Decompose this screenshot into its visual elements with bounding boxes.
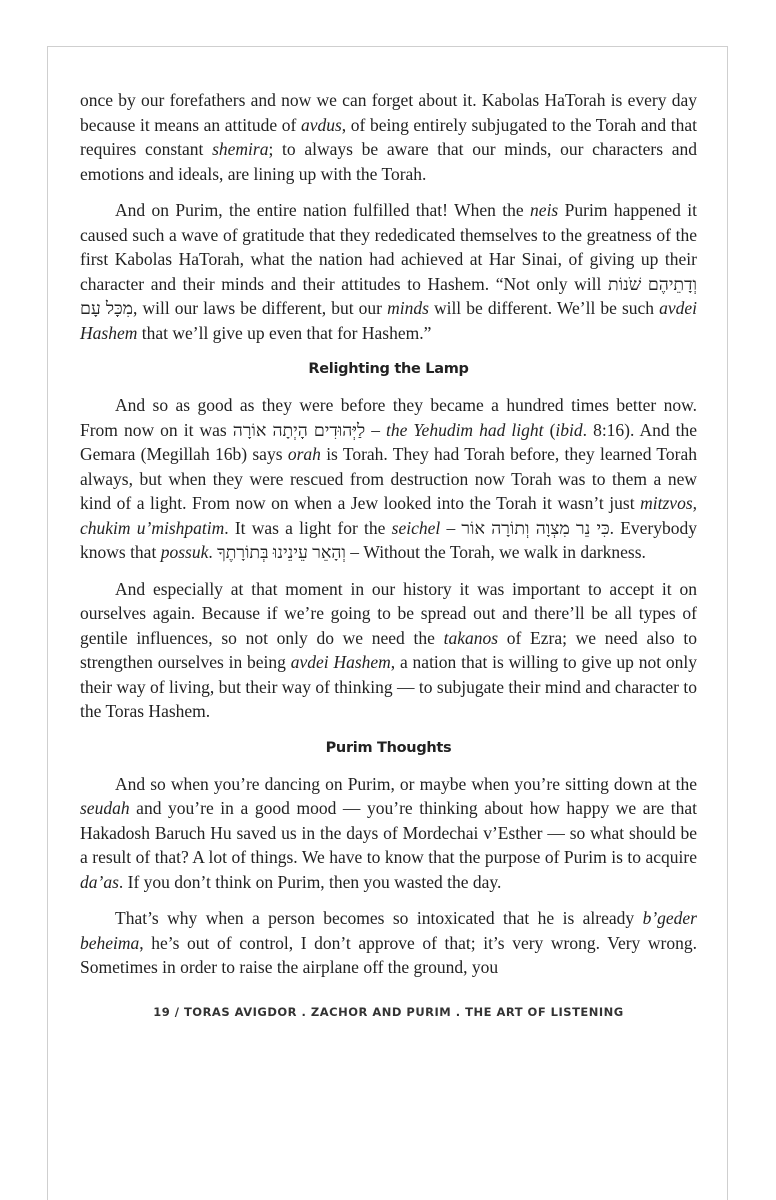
hebrew-quote: לַיְּהוּדִים הָיְתָה אוֹרָה — [232, 419, 366, 440]
text-run: . Everybody knows that — [80, 517, 697, 562]
italic-text: b’geder beheima — [80, 908, 697, 953]
italic-text: seichel — [391, 517, 441, 538]
text-run: of Ezra; we need also to strengthen ourselves in being — [80, 627, 697, 672]
page-column — [80, 0, 697, 1060]
text-run: will be different. We’ll be such — [428, 298, 660, 318]
italic-text: orah — [287, 444, 321, 464]
italic-text: avdus — [300, 114, 342, 135]
paragraph — [80, 577, 697, 724]
text-run: ; to always be aware that our minds, our characters and emotions and ideals, are lining up with the Torah. — [80, 139, 698, 184]
text-run: . If you don’t think on Purim, then you wasted the day. — [118, 871, 502, 892]
text-run: once by our forefathers and now we can forget about it. Kabolas HaTorah is every day because it means an attitude of — [80, 90, 697, 135]
text-run: . It was a light for the — [224, 517, 392, 538]
italic-text: neis — [530, 200, 559, 220]
text-run: , he’s out of control, I don’t approve of that; it’s very wrong. Very wrong. Sometimes in order to raise the airplane off the ground, you — [80, 932, 697, 977]
text-run: And especially at that moment in our history it was important to accept it on ourselves again. Because if we’re going to be spread out and there’ll be all types of gentile influences, so not only do we need the — [80, 578, 697, 648]
text-run: That’s why when a person becomes so intoxicated that he is already — [115, 908, 643, 928]
text-run: , of being entirely subjugated to the Torah and that requires constant — [80, 114, 697, 159]
text-run: And so as good as they were before they became a hundred times better now. From now on it was — [80, 395, 697, 440]
italic-text: minds — [387, 298, 429, 318]
italic-text: ibid — [555, 419, 583, 440]
italic-text: the Yehudim had light — [386, 419, 544, 440]
paragraph — [80, 198, 697, 345]
italic-text: shemira — [212, 139, 269, 159]
text-run: , will our laws be different, but our — [133, 298, 388, 318]
text-run: is Torah. They had Torah before, they learned Torah always, but when they were rescued from destruction now Torah was to them a new kind of a light. From now on when a Jew looked into the Torah it wasn’t just — [80, 444, 697, 513]
italic-text: seudah — [80, 798, 130, 818]
section-heading: Relighting the Lamp — [308, 361, 469, 377]
text-run: , a nation that is willing to give up not only their way of living, but their way of thinking — to subjugate their mind and character to the Toras Hashem. — [80, 652, 697, 721]
paragraph — [80, 393, 697, 565]
text-run: that we’ll give up even that for Hashem.” — [137, 322, 432, 343]
page-footer: 19 / TORAS AVIGDOR . ZACHOR AND PURIM . THE ART OF LISTENING — [153, 1004, 624, 1019]
text-run: – — [440, 517, 462, 538]
text-run: and you’re in a good mood — you’re thinking about how happy we are that Hakadosh Baruch Hu saved us in the days of Mordechai v’Esther — so what should be a result of that? A lot of things. We have to know that the purpose of Purim is to acquire — [80, 798, 697, 867]
italic-text: da’as — [80, 871, 119, 892]
text-run: ( — [543, 419, 556, 440]
hebrew-quote: וְדָתֵיהֶם שֹׁנוֹת מִכָּל עָם — [80, 273, 697, 318]
page-body — [80, 88, 697, 980]
section-heading: Purim Thoughts — [325, 739, 452, 756]
italic-text: avdei Hashem — [290, 652, 391, 672]
italic-text: avdei Hashem — [80, 298, 698, 343]
paragraph — [80, 772, 697, 895]
italic-text: mitzvos, chukim u’mishpatim — [80, 493, 697, 538]
italic-text: possuk — [160, 542, 209, 562]
italic-text: takanos — [443, 627, 499, 648]
text-run: And so when you’re dancing on Purim, or maybe when you’re sitting down at the — [115, 773, 697, 794]
text-run: . — [208, 542, 218, 562]
text-run: Purim happened it caused such a wave of gratitude that they rededicated themselves to the greatness of the first Kabolas HaTorah, what the nation had achieved at Har Sinai, of giving up their character and their minds and their attitudes to Hashem. “Not only will — [80, 200, 698, 294]
text-run: . 8:16). And the Gemara (Megillah 16b) says — [80, 419, 698, 464]
hebrew-quote: כִּי נֵר מִצְוָה וְתוֹרָה אוֹר — [461, 517, 610, 538]
paragraph — [80, 88, 697, 186]
text-run: And on Purim, the entire nation fulfilled that! When the — [115, 200, 531, 220]
hebrew-quote: וְהָאֵר עֵינֵינוּ בְּתוֹרָתֶךָ — [217, 542, 346, 562]
text-run: – Without the Torah, we walk in darkness. — [345, 542, 646, 562]
text-run: – — [365, 419, 386, 440]
paragraph — [80, 906, 697, 980]
